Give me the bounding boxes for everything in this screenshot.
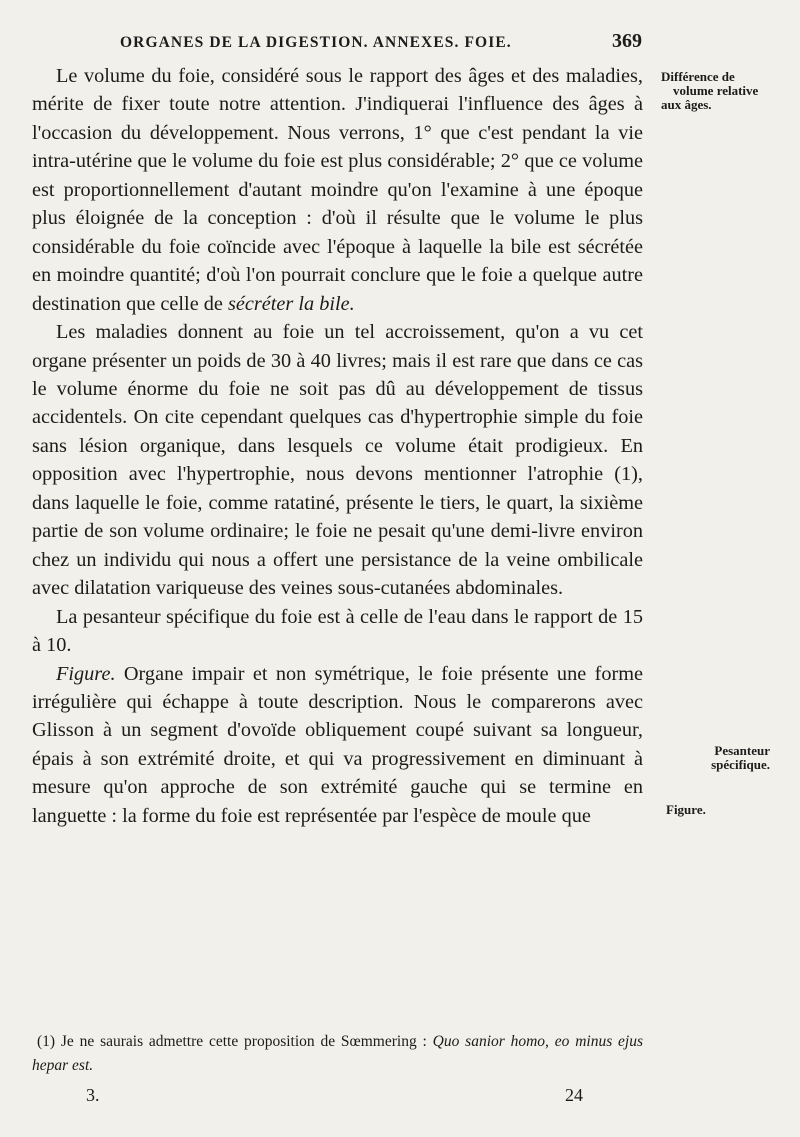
running-title: ORGANES DE LA DIGESTION. ANNEXES. FOIE. [120,34,512,51]
sidenote-volume-line-2: volume relative [673,83,759,98]
footnote-quote: Quo sanior homo, eo minus ejus hepar est. [32,1033,644,1074]
paragraph-pesanteur: La pesanteur spécifique du foie est à celle de l'eau dans le rapport de 15 à 10. [32,605,643,657]
leaf-number: 24 [565,1085,583,1105]
paragraph-volume-text: Le volume du foie, considéré sous le rapport des âges et des maladies, mérite de fixer toute notre attention. J'indiquerai l'influence des âges à l'occasion du développement. Nous verrons, 1° que c'est pendant la vie intra-utérine que le volume du foie est plus considérable; 2° que ce volume est proportionnellement d'autant moindre qu'on l'examine à une époque plus éloignée de la conception : d'où il résulte que le volume le plus considérable du foie coïncide avec l'époque à laquelle la bile est sécrétée en moindre quantité; d'où l'on pourrait conclure que le foie a quelque autre destination que celle de [32,65,643,315]
footnote-text: (1) Je ne saurais admettre cette proposition de Sœmmering : [37,1033,427,1050]
sidenote-volume-line-3: aux âges. [661,97,712,112]
main-text [32,62,643,830]
running-header [120,30,642,58]
footnote-paragraph [32,1030,643,1078]
paragraph-figure-text: Organe impair et non symétrique, le foie présente une forme irrégulière qui échappe à toute description. Nous le comparerons avec Glisson à un segment d'ovoïde obliquement coupé suivant sa longueur, épais à son extrémité droite, et qui va progressivement en diminuant à mesure qu'on approche de son extrémité gauche qui se termine en languette : la forme du foie est représentée par l'espèce de moule que [32,662,643,827]
emphasis-figure: Figure. [56,662,116,685]
paragraph-volume [32,62,643,318]
sidenote-pesanteur [650,744,770,772]
sidenote-volume-line-1: Différence de [661,69,735,84]
paragraph-maladies: Les maladies donnent au foie un tel accroissement, qu'on a vu cet organe présenter un poids de 30 à 40 livres; mais il est rare que dans ce cas le volume énorme du foie ne soit pas dû au développement de tissus accidentels. On cite cependant quelques cas d'hypertrophie simple du foie sans lésion organique, dans lesquels ce volume était prodigieux. En opposition avec l'hypertrophie, nous devons mentionner l'atrophie (1), dans laquelle le foie, comme ratatiné, présente le tiers, le quart, la sixième partie de son volume ordinaire; le foie ne pesait qu'une demi-livre environ chez un individu qui nous a offert une persistance de la veine ombilicale avec dilatation variqueuse des veines sous-cutanées abdominales. [32,321,643,600]
paragraph-figure [32,660,643,831]
signature-mark: 3. [86,1085,100,1105]
sidenote-pesanteur-line-2: spécifique. [711,757,770,772]
sidenote-figure: Figure. [666,802,706,817]
emphasis-secreter-bile: sécréter la bile. [228,292,355,315]
sidenote-pesanteur-line-1: Pesanteur [714,743,770,758]
sidenote-volume [661,70,789,112]
page-number: 369 [612,30,642,52]
footnote [32,1030,643,1078]
